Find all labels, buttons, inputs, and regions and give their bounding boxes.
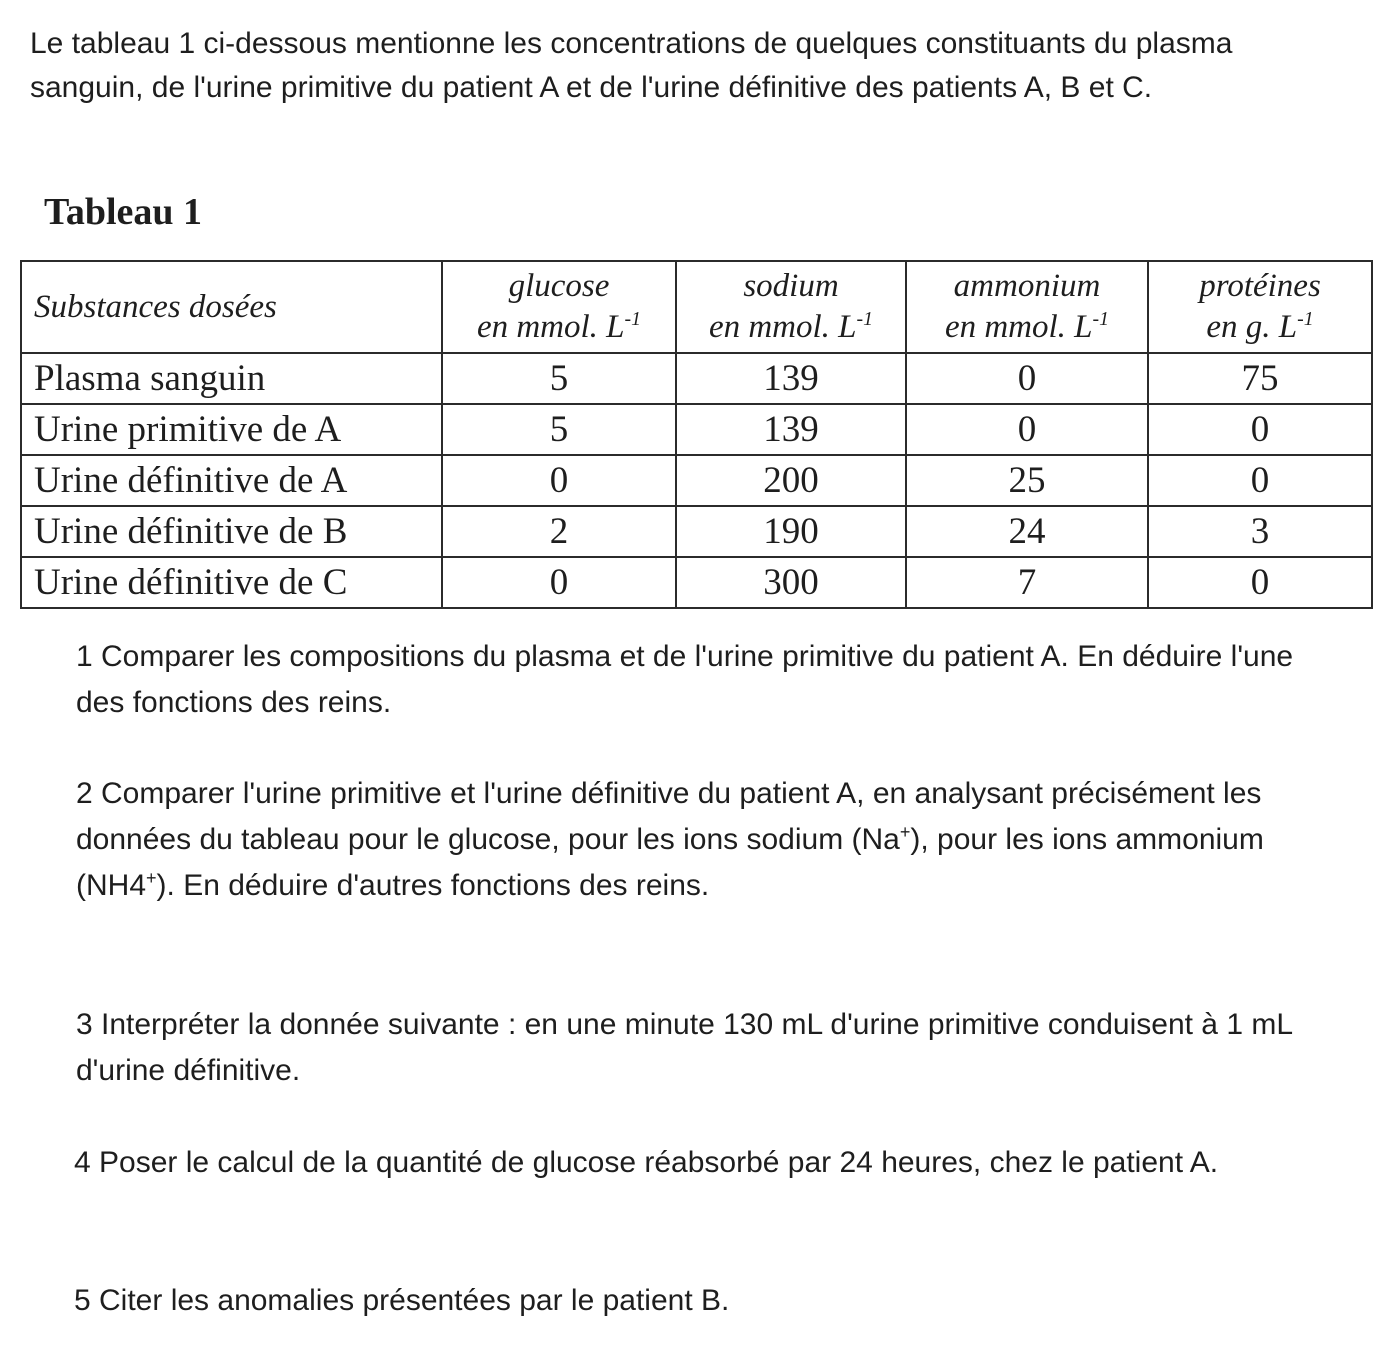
row-label: Urine primitive de A xyxy=(21,404,442,455)
header-ammonium-unit-base: en mmol. L xyxy=(944,309,1093,345)
table-row xyxy=(21,404,1372,455)
header-glucose-unit xyxy=(443,307,675,348)
header-glucose-unit-base: en mmol. L xyxy=(476,309,625,345)
header-glucose-name: glucose xyxy=(508,268,610,304)
table-header-row xyxy=(21,261,1372,353)
cell-sodium: 139 xyxy=(676,404,906,455)
header-proteines-name: protéines xyxy=(1199,268,1321,304)
header-substances: Substances dosées xyxy=(21,261,442,353)
cell-sodium: 300 xyxy=(676,557,906,608)
cell-sodium: 190 xyxy=(676,506,906,557)
question-3: 3 Interpréter la donnée suivante : en une minute 130 mL d'urine primitive conduisent à 1 mL d'urine définitive. xyxy=(76,1008,1292,1087)
table-row xyxy=(21,557,1372,608)
cell-proteines: 0 xyxy=(1148,557,1372,608)
sodium-charge-sup: + xyxy=(899,822,911,842)
header-glucose xyxy=(442,261,676,353)
header-sodium-unit-exp: -1 xyxy=(856,308,874,330)
question-2 xyxy=(76,771,1336,909)
header-ammonium-name: ammonium xyxy=(953,268,1101,304)
cell-sodium: 139 xyxy=(676,353,906,404)
header-ammonium-unit xyxy=(907,307,1147,348)
header-ammonium xyxy=(906,261,1148,353)
question-2-part-b: ), pour les ions ammonium (NH4 xyxy=(76,823,1264,902)
header-proteines-unit xyxy=(1149,307,1371,348)
cell-ammonium: 0 xyxy=(906,404,1148,455)
cell-proteines: 3 xyxy=(1148,506,1372,557)
table-row xyxy=(21,353,1372,404)
concentration-table xyxy=(20,260,1373,609)
question-2-part-c: ). En déduire d'autres fonctions des reins. xyxy=(156,869,710,902)
row-label: Plasma sanguin xyxy=(21,353,442,404)
header-sodium-name: sodium xyxy=(743,268,839,304)
row-label: Urine définitive de C xyxy=(21,557,442,608)
cell-glucose: 5 xyxy=(442,353,676,404)
cell-proteines: 0 xyxy=(1148,404,1372,455)
cell-ammonium: 25 xyxy=(906,455,1148,506)
cell-sodium: 200 xyxy=(676,455,906,506)
table-title: Tableau 1 xyxy=(44,191,203,233)
cell-glucose: 5 xyxy=(442,404,676,455)
question-2-part-a: 2 Comparer l'urine primitive et l'urine définitive du patient A, en analysant précisément les données du tableau pour le glucose, pour les ions sodium (Na xyxy=(76,777,1262,856)
cell-glucose: 0 xyxy=(442,455,676,506)
question-5: 5 Citer les anomalies présentées par le patient B. xyxy=(74,1284,730,1317)
cell-proteines: 75 xyxy=(1148,353,1372,404)
cell-ammonium: 24 xyxy=(906,506,1148,557)
cell-glucose: 2 xyxy=(442,506,676,557)
cell-glucose: 0 xyxy=(442,557,676,608)
cell-ammonium: 7 xyxy=(906,557,1148,608)
ammonium-charge-sup: + xyxy=(146,868,157,888)
cell-proteines: 0 xyxy=(1148,455,1372,506)
header-sodium xyxy=(676,261,906,353)
header-sodium-unit xyxy=(677,307,905,348)
header-proteines xyxy=(1148,261,1372,353)
header-ammonium-unit-exp: -1 xyxy=(1092,308,1110,330)
header-proteines-unit-base: en g. L xyxy=(1206,309,1298,345)
row-label: Urine définitive de B xyxy=(21,506,442,557)
table-row xyxy=(21,506,1372,557)
question-4: 4 Poser le calcul de la quantité de glucose réabsorbé par 24 heures, chez le patient A. xyxy=(74,1146,1219,1179)
table-row xyxy=(21,455,1372,506)
header-sodium-unit-base: en mmol. L xyxy=(708,309,857,345)
cell-ammonium: 0 xyxy=(906,353,1148,404)
header-proteines-unit-exp: -1 xyxy=(1297,308,1314,330)
intro-paragraph: Le tableau 1 ci-dessous mentionne les concentrations de quelques constituants du plasma sanguin, de l'urine primitive du patient A et de l'urine définitive des patients A, B et C. xyxy=(30,27,1233,104)
question-1: 1 Comparer les compositions du plasma et de l'urine primitive du patient A. En déduire l'une des fonctions des reins. xyxy=(76,640,1294,719)
row-label: Urine définitive de A xyxy=(21,455,442,506)
header-glucose-unit-exp: -1 xyxy=(624,308,642,330)
